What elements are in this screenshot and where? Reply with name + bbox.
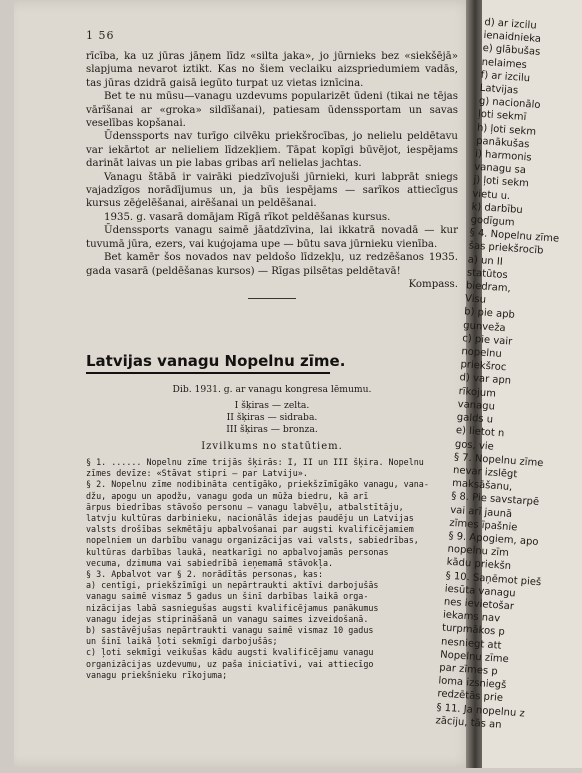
paragraph: Bet kamēr šos novados nav peldošo līdzekļu, uz redzēšanos 1935. gada vasarā (peldēšanas kursos) — Rīgas pilsētas peldētavā! bbox=[86, 252, 458, 277]
facing-page-line: e) glābušas bbox=[482, 43, 541, 59]
facing-page-line: nevar izslēgt bbox=[452, 464, 518, 481]
class-bronze: III šķiras — bronza. bbox=[226, 424, 318, 435]
facing-page-line: vanagu bbox=[457, 398, 496, 413]
facing-page-line: i) harmonis bbox=[474, 148, 532, 164]
facing-page-line: f) ar izcilu bbox=[480, 69, 531, 85]
facing-page-line: priekšroc bbox=[460, 359, 507, 374]
facing-page-line: Visu bbox=[464, 293, 487, 306]
facing-page-line: zīmes īpašnie bbox=[449, 517, 518, 534]
facing-page-line: loma izsniegš bbox=[437, 675, 507, 692]
signature: Kompass. bbox=[408, 278, 458, 290]
facing-page-line: b) pie apb bbox=[463, 306, 516, 322]
facing-page-line: nopelnu zīm bbox=[447, 543, 510, 560]
facing-page-line: ļoti sekmī bbox=[477, 109, 527, 124]
facing-page-line: nesniegt att bbox=[440, 635, 502, 652]
facing-page-line: d) var apn bbox=[459, 372, 512, 388]
facing-page-line: nelaimes bbox=[481, 56, 528, 71]
established-note: Dib. 1931. g. ar vanagu kongresa lēmumu. bbox=[172, 384, 372, 395]
facing-page-line: par zīmes p bbox=[438, 662, 498, 678]
facing-page-line: zāciju, tās an bbox=[435, 715, 502, 731]
facing-page-line: k) darbību bbox=[471, 201, 524, 216]
facing-page-line: vietu u. bbox=[472, 188, 511, 202]
class-gold: I šķiras — zelta. bbox=[234, 400, 310, 411]
facing-page-line: c) pie vair bbox=[461, 333, 513, 348]
facing-page-line: g) nacionālo bbox=[478, 95, 541, 112]
facing-page-line: iekams nav bbox=[442, 609, 501, 625]
facing-page-line: redzētās prie bbox=[437, 688, 504, 705]
facing-page-line: kādu priekšn bbox=[446, 556, 512, 573]
facing-page-line: § 9. Apogiem, apo bbox=[448, 530, 539, 548]
page-number: 1 56 bbox=[86, 29, 115, 42]
facing-page-line: biedram, bbox=[465, 280, 512, 295]
paragraph: Vanagu štābā ir vairāki piedzīvojuši jūrnieki, kuri labprāt sniegs vajadzīgos norādījumus un, ja būs iespējams — sarīkos attiecīgus kursus zēģelēšanai, airēšanai un peldēšanai. bbox=[86, 171, 458, 210]
facing-page-line: Latvijas bbox=[479, 82, 519, 97]
facing-page-line: d) ar izcilu bbox=[484, 16, 537, 32]
facing-page-line: Nopelnu zīme bbox=[439, 649, 510, 665]
facing-page-line: gos, vie bbox=[454, 438, 495, 453]
facing-page-line: j) ļoti sekm bbox=[472, 175, 530, 190]
facing-page-line: h) ļoti sekm bbox=[476, 122, 537, 138]
facing-page-line: iesūta vanagu bbox=[444, 583, 516, 600]
facing-page-line: a) un II bbox=[467, 254, 504, 268]
paragraph: Ūdenssports nav turīgo cilvēku priekšrocības, jo nelielu peldētavu var iekārtot ar nelieliem līdzekļiem. Tāpat kopīgi būvējot, iespējams darināt laivas un pie labas gribas arī nelielas jachtas. bbox=[86, 131, 458, 170]
paragraph: 1935. g. vasarā domājam Rīgā rīkot peldēšanas kursus. bbox=[104, 211, 391, 223]
statute-text: § 1. ...... Nopelnu zīme trijās šķirās: I, II un III šķira. Nopelnu zīmes devīze: «Stāvat stipri — par Latviju». § 2. Nopelnu zīme nodibināta centīgāko, priekšzīmīgāko vanagu, vana- džu, apogu un apodžu, vanagu goda un mūža biedru, kā arī ārpus biedrības stāvošo personu — vanagu labvēļu, atbalstītāju, latvju kultūras darbinieku, nacionālās idejas paudēju un Latvijas valsts drošības sekmētāju apbalvošanai par augsti kvalificējamiem nopelniem un darbību vanagu organizācijas vai valsts, sabiedrības, kultūras darbības laukā, neatkarīgi no apbalvojamās personas vecuma, dzimuma vai sabiedrībā ieņemamā stāvokļa. § 3. Apbalvot var § 2. norādītās personas, kas: a) centīgi, priekšzīmīgi un nepārtraukti aktīvi darbojušās vanagu saimē vismaz 5 gadus un šinī darbības laikā orga- nizācijas labā sasniegušas augsti kvalificējamus panākumus vanagu idejas stiprināšanā un vanagu saimes izveidošanā. b) sastāvējušas nepārtraukti vanagu saimē vismaz 10 gadus un šinī laikā ļoti sekmīgi darbojušās; c) ļoti sekmīgi veikušas kādu augsti kvalificējamu vanagu organizācijas uzdevumu, uz paša iniciatīvi, vai attiecīgo vanagu priekšnieku rīkojuma; bbox=[86, 457, 429, 680]
facing-page-line: panākušas bbox=[475, 135, 530, 151]
facing-page-line: § 7. Nopelnu zīme bbox=[453, 451, 544, 469]
facing-page-line: nopelnu bbox=[461, 346, 503, 361]
article-body bbox=[86, 50, 458, 299]
facing-page-line: ienaidnieka bbox=[483, 30, 542, 46]
class-silver: II šķiras — sidraba. bbox=[226, 412, 318, 423]
facing-page-line: e) lietot n bbox=[455, 425, 505, 440]
facing-page-line: vanagu sa bbox=[473, 161, 527, 177]
paragraph: rīcība, ka uz jūras jāņem līdz «silta jaka», jo jūrnieks bez «siekšējā» slapjuma nevarot iztikt. Kas no šiem veclaiku aizspriedumiem vadās, tas jūras dzidrā gaisā iegūto turpat uz vietas iznīcina. bbox=[86, 51, 458, 89]
facing-page-line: vai arī jaunā bbox=[449, 504, 513, 520]
paragraph: Ūdenssports vanagu saimē jāatdzīvina, lai ikkatrā novadā — kur tuvumā jūra, ezers, vai kuģojama upe — būtu sava jūrnieku vienība. bbox=[86, 225, 458, 250]
facing-page-line: galds u bbox=[456, 412, 494, 426]
facing-page-line: gunveža bbox=[462, 319, 507, 334]
section-title: Latvijas vanagu Nopelnu zīme. bbox=[86, 352, 346, 370]
section-body bbox=[86, 384, 458, 681]
title-underline bbox=[86, 372, 330, 374]
facing-page-line: turpmākos p bbox=[441, 622, 506, 639]
facing-page-line: statūtos bbox=[466, 267, 508, 282]
divider bbox=[248, 298, 296, 299]
facing-page-line: § 11. Ja nopelnu z bbox=[436, 701, 526, 719]
facing-page-line: § 8. Pie savstarpē bbox=[450, 491, 540, 509]
facing-page-line: rīkojum bbox=[458, 385, 497, 400]
facing-page-line: šas priekšrocīb bbox=[468, 240, 544, 258]
facing-page-line: maksāšanu, bbox=[451, 477, 513, 494]
facing-page-line: § 4. Nopelnu zīme bbox=[469, 227, 560, 245]
facing-page-line: godīgum bbox=[470, 214, 515, 229]
facing-page-line: nes ievietošar bbox=[443, 596, 515, 613]
excerpt-heading: Izvilkums no statūtiem. bbox=[201, 441, 343, 452]
facing-page-line: § 10. Saņēmot pieš bbox=[445, 570, 542, 588]
paragraph: Bet te nu mūsu—vanagu uzdevums popularizēt ūdeni (tikai ne tējas vārīšanai ar «groka» sildīšanai), patiesam ūdenssportam un savas veselības kopšanai. bbox=[86, 91, 458, 130]
